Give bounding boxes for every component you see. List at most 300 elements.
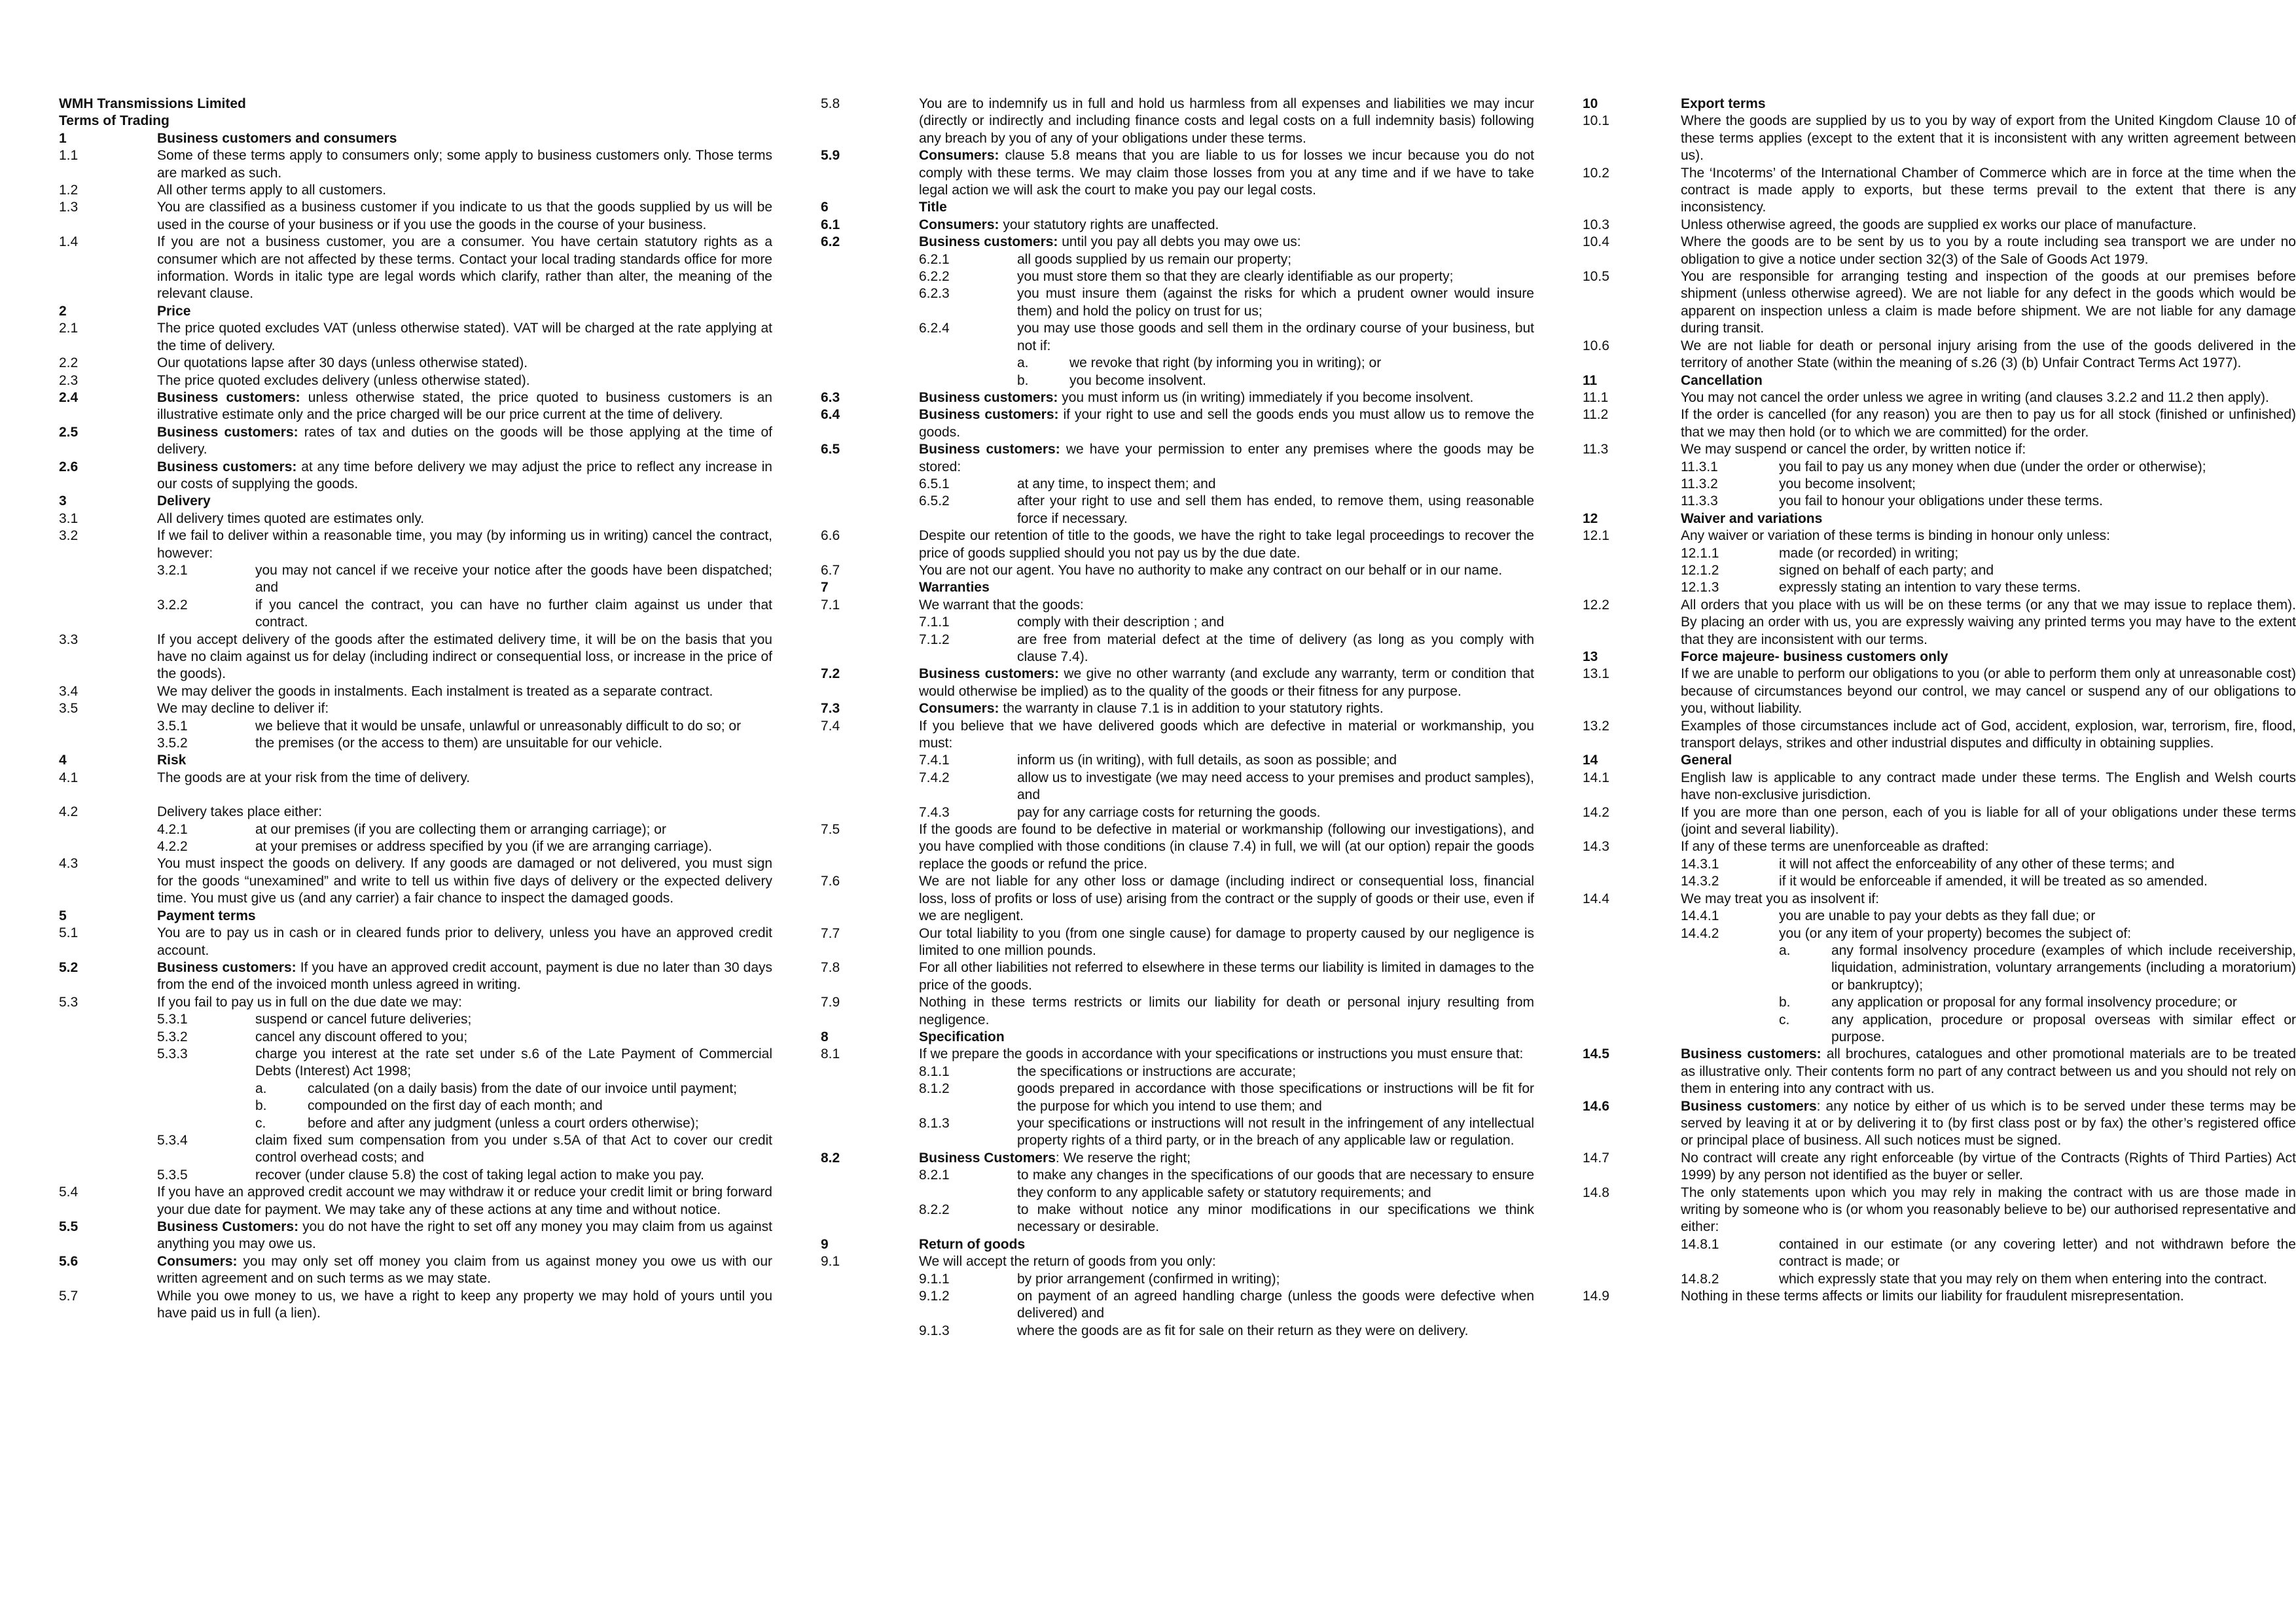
clause	[1583, 527, 2296, 544]
clause-number: 5.1	[59, 925, 79, 941]
clause-key: Business customers:	[157, 389, 300, 405]
clause-number: 14.3.2	[1681, 874, 1719, 889]
clause-number: 9.1.2	[919, 1289, 950, 1304]
clause-text: If you believe that we have delivered goods which are defective in material or workmanship, you must:	[919, 718, 1534, 751]
clause-text: where the goods are as fit for sale on their return as they were on delivery.	[1017, 1323, 1469, 1338]
clause-text: which expressly state that you may rely on them when entering into the contract.	[1779, 1271, 2267, 1287]
sub-clause	[1583, 493, 2296, 510]
clause-text: : any notice by either of us which is to be served under these terms may be served by leaving it at or by delivering it to (by first class post or by fax) the other’s registered office or principal place of business. All such notices must be signed.	[1681, 1098, 2296, 1149]
clause-number: 2.3	[59, 372, 79, 388]
clause-text: signed on behalf of each party; and	[1779, 562, 1994, 578]
column-2-clauses	[821, 96, 1534, 1340]
clause-key: Business Customers:	[157, 1219, 299, 1234]
clause-number: 11.3.2	[1681, 476, 1718, 491]
clause-number: 14.8.2	[1681, 1271, 1719, 1287]
sub-sub-clause	[821, 355, 1534, 372]
sub-clause	[821, 1288, 1534, 1323]
clause	[821, 96, 1534, 147]
clause-text: General	[1681, 753, 1732, 768]
clause-text: If you accept delivery of the goods after the estimated delivery time, it will be on the basis that you have no claim against us for delay (including indirect or consequential loss, or increase in the price of the goods).	[157, 632, 772, 682]
clause	[821, 1150, 1534, 1167]
clause-text: you may not cancel if we receive your notice after the goods have been dispatched; and	[255, 562, 772, 596]
sub-clause	[1583, 925, 2296, 942]
clause-text: we give no other warranty (and exclude any warranty, term or condition that would otherwise be implied) as to the quality of the goods or their fitness for any purpose.	[919, 666, 1534, 699]
clause-text: Export terms	[1681, 96, 1766, 111]
sub-clause	[1583, 579, 2296, 596]
clause-text: it will not affect the enforceability of any other of these terms; and	[1779, 856, 2175, 872]
clause-text: the warranty in clause 7.1 is in addition to your statutory rights.	[999, 701, 1384, 717]
clause-text: you must inform us (in writing) immediately if you become insolvent.	[1058, 389, 1474, 405]
clause-key: Business customers:	[157, 959, 296, 975]
clause-text: any application or proposal for any formal insolvency procedure; or	[1831, 995, 2237, 1010]
clause-number: 14.4.1	[1681, 908, 1719, 924]
clause-number: 5.8	[821, 96, 840, 111]
clause-text: Nothing in these terms affects or limits our liability for fraudulent misrepresentation.	[1681, 1289, 2184, 1304]
clause	[59, 372, 772, 389]
clause-text: any formal insolvency procedure (examples of which include receivership, liquidation, administration, voluntary arrangements (including a moratorium) or bankruptcy);	[1831, 942, 2296, 993]
clause-number: 1.3	[59, 200, 79, 215]
clause-text: We will accept the return of goods from you only:	[919, 1254, 1216, 1270]
clause-text: If the order is cancelled (for any reason) you are then to pay us for all stock (finished or unfinished) that we may then hold (or to which we are committed) for the order.	[1681, 407, 2296, 440]
clause-number: b.	[1017, 372, 1029, 388]
sub-clause	[821, 1323, 1534, 1340]
clause	[1583, 268, 2296, 338]
clause-text: We are not liable for death or personal injury arising from the use of the goods delivered in the territory of another State (within the meaning of s.26 (3) (b) Unfair Contract Terms Act 1977).	[1681, 338, 2296, 371]
clause-text: Force majeure- business customers only	[1681, 649, 1948, 664]
sub-clause	[1583, 1271, 2296, 1288]
clause-number: 12.1.3	[1681, 580, 1719, 596]
clause-number: 3	[59, 493, 67, 509]
sub-clause	[1583, 545, 2296, 562]
section-heading	[1583, 649, 2296, 666]
clause-key: Consumers:	[919, 701, 999, 717]
clause-text: While you owe money to us, we have a right to keep any property we may hold of yours until you have paid us in full (a lien).	[157, 1288, 772, 1321]
clause-key: Business customers	[1681, 1098, 1817, 1114]
clause	[59, 1253, 772, 1288]
clause-text: on payment of an agreed handling charge (unless the goods were defective when delivered) and	[1017, 1289, 1534, 1321]
clause-number: 2.1	[59, 321, 79, 336]
clause-number: 6.5.2	[919, 493, 950, 509]
clause	[821, 527, 1534, 562]
clause-key: Business customers:	[157, 424, 298, 440]
clause-text: You are not our agent. You have no authority to make any contract on our behalf or in our name.	[919, 562, 1503, 578]
clause-number: 5.2	[59, 959, 79, 975]
clause-text: goods prepared in accordance with those specifications or instructions will be fit for the purpose for which you intend to use them; and	[1017, 1081, 1534, 1114]
clause	[821, 959, 1534, 994]
clause	[821, 406, 1534, 441]
clause-key: Consumers:	[157, 1253, 238, 1269]
clause-number: 3.5.2	[157, 736, 188, 751]
clause-text: The price quoted excludes delivery (unless otherwise stated).	[157, 372, 530, 388]
clause-number: b.	[1779, 995, 1791, 1010]
clause-number: 6.7	[821, 562, 840, 578]
clause-number: 5	[59, 908, 67, 923]
clause-text: to make without notice any minor modifications in our specifications we think necessary or desirable.	[1017, 1202, 1534, 1235]
clause-text: The goods are at your risk from the time of delivery.	[157, 770, 471, 785]
column-3-clauses	[1583, 96, 2296, 1305]
clause-number: 7.5	[821, 822, 840, 838]
clause	[821, 718, 1534, 753]
clause-number: 6.3	[821, 389, 840, 405]
clause-number: 8.1.2	[919, 1081, 950, 1097]
clause-text: Nothing in these terms restricts or limits our liability for death or personal injury resulting from negligence.	[919, 995, 1534, 1027]
sub-clause	[821, 268, 1534, 285]
clause-number: 5.3.4	[157, 1132, 188, 1148]
clause-text: We may treat you as insolvent if:	[1681, 891, 1880, 906]
clause	[59, 459, 772, 493]
clause-text: until you pay all debts you may owe us:	[1058, 234, 1301, 250]
clause-text: If you are more than one person, each of you is liable for all of your obligations under these terms (joint and several liability).	[1681, 804, 2296, 838]
clause	[59, 424, 772, 459]
clause-text: All delivery times quoted are estimates only.	[157, 510, 425, 526]
sub-clause	[821, 1271, 1534, 1288]
clause-text: Where the goods are to be sent by us to you by a route including sea transport we are under no obligation to give a notice under section 32(3) of the Sale of Goods Act 1979.	[1681, 234, 2296, 267]
clause-number: 14.7	[1583, 1150, 1609, 1166]
sub-clause	[821, 614, 1534, 631]
clause-number: 11.3	[1583, 442, 1609, 457]
clause-text: the specifications or instructions are accurate;	[1017, 1063, 1297, 1079]
column-1	[59, 96, 772, 1322]
clause-text: : We reserve the right;	[1055, 1150, 1191, 1166]
clause-text: Examples of those circumstances include act of God, accident, explosion, war, terrorism, fire, flood, transport delays, strikes and other industrial disputes and difficulty in obtaining supplies.	[1681, 718, 2296, 751]
clause	[59, 147, 772, 182]
clause-number: 3.2.1	[157, 562, 188, 578]
sub-sub-clause	[59, 1080, 772, 1097]
clause-number: 10	[1583, 96, 1598, 111]
clause-number: 12.2	[1583, 597, 1609, 613]
clause-number: 7.1.2	[919, 632, 950, 647]
clause-text: The only statements upon which you may rely in making the contract with us are those made in writing by someone who is (or whom you reasonably believe to be) our authorised representative and either:	[1681, 1185, 2296, 1235]
clause-number: 6.4	[821, 407, 840, 423]
clause	[59, 510, 772, 527]
clause-number: 1	[59, 130, 67, 146]
clause-text: You are responsible for arranging testing and inspection of the goods at our premises before shipment (unless otherwise agreed). We are not liable for any defect in the goods which would be apparent on inspection unless a claim is made before shipment. We are not liable for any damage during transit.	[1681, 269, 2296, 336]
clause-text: We may deliver the goods in instalments. Each instalment is treated as a separate contract.	[157, 683, 713, 699]
clause-text: clause 5.8 means that you are liable to us for losses we incur because you do not comply with these terms. We may claim those losses from you at any time and if we have to take legal action we will ask the court to make you pay our legal costs.	[919, 148, 1534, 198]
clause-text: Any waiver or variation of these terms is binding in honour only unless:	[1681, 528, 2111, 544]
clause	[59, 1219, 772, 1253]
clause-number: 6.5.1	[919, 476, 950, 491]
sub-clause	[821, 1115, 1534, 1150]
clause-number: 7.4.3	[919, 804, 950, 820]
sub-sub-clause	[821, 372, 1534, 389]
clause-number: 9.1	[821, 1254, 840, 1270]
clause-number: 5.3.1	[157, 1012, 188, 1027]
clause-text: Risk	[157, 753, 187, 768]
clause-number: 6.2.2	[919, 269, 950, 285]
clause-key: Business customers:	[919, 234, 1058, 250]
sub-clause	[59, 562, 772, 597]
clause	[59, 1288, 772, 1323]
clause-number: 5.3.5	[157, 1167, 188, 1183]
sub-clause	[821, 493, 1534, 527]
clause-number: 13.2	[1583, 718, 1609, 734]
clause	[821, 562, 1534, 579]
clause	[821, 925, 1534, 960]
clause-number: 7.2	[821, 666, 840, 682]
clause-text: Warranties	[919, 580, 990, 596]
clause-number: a.	[1017, 355, 1029, 371]
clause-text: suspend or cancel future deliveries;	[255, 1012, 472, 1027]
clause-number: 6.6	[821, 528, 840, 544]
clause-text: Return of goods	[919, 1236, 1026, 1252]
clause-number: 8	[821, 1029, 829, 1044]
clause-number: a.	[1779, 942, 1791, 958]
clause	[821, 389, 1534, 406]
clause-text: at your premises or address specified by you (if we are arranging carriage).	[255, 839, 712, 855]
clause-number: 4.1	[59, 770, 79, 785]
clause-text: any application, procedure or proposal overseas with similar effect or purpose.	[1831, 1012, 2296, 1044]
sub-clause	[821, 1063, 1534, 1080]
sub-clause	[1583, 562, 2296, 579]
clause-text: We are not liable for any other loss or damage (including indirect or consequential loss, financial loss, loss of profits or loss of use) arising from the contract or the supply of goods or their use, even if we are negligent.	[919, 874, 1534, 924]
clause-text: All other terms apply to all customers.	[157, 183, 387, 198]
section-heading	[821, 199, 1534, 216]
section-heading	[59, 130, 772, 147]
sub-clause	[59, 1046, 772, 1080]
clause	[59, 632, 772, 683]
clause-number: 8.2	[821, 1150, 840, 1166]
clause-number: 3.5	[59, 701, 79, 717]
section-heading	[59, 303, 772, 320]
clause-text: compounded on the first day of each month; and	[308, 1098, 603, 1114]
clause-number: 14.8	[1583, 1185, 1609, 1200]
clause-text: English law is applicable to any contract made under these terms. The English and Welsh courts have non-exclusive jurisdiction.	[1681, 770, 2296, 803]
clause-number: 7.4.1	[919, 753, 950, 768]
section-heading	[59, 908, 772, 925]
sub-clause	[59, 1029, 772, 1046]
clause-text: all goods supplied by us remain our property;	[1017, 251, 1292, 267]
clause-text: You are to indemnify us in full and hold us harmless from all expenses and liabilities we may incur (directly or indirectly and including finance costs and legal costs on a full indemnity basis) following any breach by you of any of your obligations under these terms.	[919, 96, 1534, 146]
clause-number: 12.1	[1583, 528, 1609, 544]
sub-clause	[59, 735, 772, 752]
clause-number: 12	[1583, 510, 1598, 526]
clause-number: 1.1	[59, 148, 79, 164]
clause	[59, 683, 772, 700]
clause	[1583, 804, 2296, 839]
sub-sub-clause	[1583, 942, 2296, 994]
clause-text: you are unable to pay your debts as they fall due; or	[1779, 908, 2096, 924]
sub-clause	[1583, 873, 2296, 890]
clause-key: Business customers:	[157, 459, 297, 474]
clause-number: 5.3	[59, 994, 79, 1010]
clause-number: 8.1	[821, 1046, 840, 1062]
clause-text: We may decline to deliver if:	[157, 701, 329, 717]
clause	[1583, 1288, 2296, 1305]
clause-text: Waiver and variations	[1681, 510, 1823, 526]
clause-number: 1.4	[59, 234, 79, 250]
clause-number: 8.1.3	[919, 1115, 950, 1131]
clause-number: 14.2	[1583, 804, 1609, 820]
clause	[59, 925, 772, 959]
clause-number: 14.5	[1583, 1046, 1609, 1062]
clause-text: You must inspect the goods on delivery. If any goods are damaged or not delivered, you must sign for the goods “unexamined” and write to tell us within five days of delivery or the expected delivery time. You must give us (and any carrier) a fair chance to inspect the damaged goods.	[157, 856, 772, 906]
clause-text: If any of these terms are unenforceable as drafted:	[1681, 839, 1989, 855]
clause	[59, 527, 772, 562]
clause-number: a.	[255, 1080, 267, 1096]
clause-number: 10.1	[1583, 113, 1609, 129]
clause-text: Unless otherwise agreed, the goods are supplied ex works our place of manufacture.	[1681, 217, 2197, 232]
clause-number: 3.2.2	[157, 597, 188, 613]
clause-number: 11.1	[1583, 389, 1609, 405]
clause-text: if your right to use and sell the goods ends you must allow us to remove the goods.	[919, 407, 1534, 440]
clause	[59, 320, 772, 355]
clause-number: 10.2	[1583, 165, 1609, 181]
clause-key: Consumers:	[919, 148, 999, 164]
clause-number: 5.3.2	[157, 1029, 188, 1044]
clause-text: you may only set off money you claim from us against money you owe us with our written agreement and on such terms as we may state.	[157, 1253, 772, 1287]
clause-text: if you cancel the contract, you can have no further claim against us under that contract.	[255, 597, 772, 630]
clause-text: your statutory rights are unaffected.	[999, 217, 1219, 232]
clause-number: 13.1	[1583, 666, 1609, 682]
clause-number: 10.5	[1583, 269, 1609, 285]
clause	[59, 855, 772, 907]
sub-clause	[821, 251, 1534, 268]
clause-text: Despite our retention of title to the goods, we have the right to take legal proceedings to recover the price of goods supplied should you not pay us by the due date.	[919, 528, 1534, 561]
clause-number: 5.5	[59, 1219, 79, 1234]
clause-number: 4.2.2	[157, 839, 188, 855]
clause-number: 6.2	[821, 234, 840, 250]
clause-key: Business customers:	[919, 442, 1060, 457]
clause-number: 11.2	[1583, 407, 1609, 423]
spacer	[59, 787, 772, 804]
clause-key: Business Customers	[919, 1150, 1056, 1166]
clause-number: 8.2.1	[919, 1168, 950, 1183]
clause-text: you fail to pay us any money when due (under the order or otherwise);	[1779, 459, 2206, 474]
clause-text: we revoke that right (by informing you in writing); or	[1069, 355, 1382, 371]
clause	[821, 597, 1534, 614]
sub-clause	[821, 770, 1534, 804]
sub-clause	[1583, 476, 2296, 493]
clause-number: 5.9	[821, 148, 840, 164]
clause-text: at any time, to inspect them; and	[1017, 476, 1216, 491]
clause-number: 14.1	[1583, 770, 1609, 785]
clause-text: expressly stating an intention to vary these terms.	[1779, 580, 2081, 596]
clause-text: the premises (or the access to them) are unsuitable for our vehicle.	[255, 736, 663, 751]
sub-clause	[1583, 1236, 2296, 1271]
sub-clause	[821, 476, 1534, 493]
clause-number: 4.2.1	[157, 821, 188, 837]
clause-text: you become insolvent.	[1069, 372, 1206, 388]
clause-number: 8.2.2	[919, 1202, 950, 1217]
clause	[1583, 666, 2296, 717]
clause-number: 7.1.1	[919, 615, 950, 630]
clause-number: 2	[59, 303, 67, 319]
clause-text: We warrant that the goods:	[919, 597, 1084, 613]
clause-text: We may suspend or cancel the order, by written notice if:	[1681, 442, 2026, 457]
clause	[821, 147, 1534, 199]
clause-text: If you are not a business customer, you are a consumer. You have certain statutory rights as a consumer which are not affected by these terms. Contact your local trading standards office for more information. Words in italic type are legal words which clarify, rather than alter, the meaning of the relevant clause.	[157, 234, 772, 302]
clause-number: 6	[821, 200, 829, 215]
clause-number: c.	[1779, 1012, 1790, 1027]
clause-number: 7.1	[821, 597, 840, 613]
clause	[821, 217, 1534, 234]
section-heading	[59, 752, 772, 769]
clause	[59, 700, 772, 717]
clause	[1583, 406, 2296, 441]
clause-text: charge you interest at the rate set under s.6 of the Late Payment of Commercial Debts (Interest) Act 1998;	[255, 1046, 772, 1079]
clause	[1583, 1046, 2296, 1097]
clause-number: 7.3	[821, 701, 840, 717]
clause-number: 3.1	[59, 510, 79, 526]
clause	[1583, 338, 2296, 372]
clause-number: 10.6	[1583, 338, 1609, 353]
clause-text: you fail to honour your obligations under these terms.	[1779, 493, 2103, 509]
clause-number: 3.4	[59, 683, 79, 699]
sub-clause	[59, 718, 772, 735]
clause-text: Specification	[919, 1029, 1005, 1044]
clause-number: 4.3	[59, 856, 79, 872]
clause-number: 11	[1583, 372, 1598, 388]
sub-clause	[821, 1167, 1534, 1202]
clause-number: 5.3.3	[157, 1046, 188, 1061]
clause-number: 4	[59, 753, 67, 768]
clause-number: 8.1.1	[919, 1063, 950, 1079]
clause-text: unless otherwise stated, the price quoted to business customers is an illustrative estimate only and the price charged will be our price current at the time of delivery.	[157, 389, 772, 423]
clause-text: You are to pay us in cash or in cleared funds prior to delivery, unless you have an approved credit account.	[157, 925, 772, 958]
clause-text: If we prepare the goods in accordance with your specifications or instructions you must ensure that:	[919, 1046, 1524, 1062]
clause-key: Business customers:	[919, 666, 1059, 682]
clause-text: we believe that it would be unsafe, unlawful or unreasonably difficult to do so; or	[255, 718, 742, 734]
clause-text: Cancellation	[1681, 372, 1763, 388]
clause-number: 2.5	[59, 424, 79, 440]
document-title: Terms of Trading	[59, 113, 170, 129]
clause-text: Our quotations lapse after 30 days (unless otherwise stated).	[157, 355, 528, 371]
clause-key: Business customers:	[919, 389, 1058, 405]
clause-text: If you have an approved credit account we may withdraw it or reduce your credit limit or bring forward your due date for payment. We may take any of these actions at any time and without notice.	[157, 1185, 772, 1217]
clause	[1583, 165, 2296, 217]
clause	[1583, 770, 2296, 804]
clause	[1583, 1185, 2296, 1236]
clause-number: 9.1.1	[919, 1271, 950, 1287]
clause-number: 9.1.3	[919, 1323, 950, 1338]
clause-text: claim fixed sum compensation from you under s.5A of that Act to cover our credit control overhead costs; and	[255, 1132, 772, 1166]
clause-text: All orders that you place with us will be on these terms (or any that we may issue to replace them). By placing an order with us, you are expressly waiving any printed terms you may have to the extent that they are inconsistent with our terms.	[1681, 597, 2296, 647]
clause-text: by prior arrangement (confirmed in writing);	[1017, 1271, 1280, 1287]
clause	[1583, 1098, 2296, 1150]
clause-number: 6.2.4	[919, 321, 950, 336]
clause	[59, 234, 772, 303]
clause	[1583, 441, 2296, 458]
clause-text: Payment terms	[157, 908, 256, 923]
clause-number: 6.5	[821, 442, 840, 457]
section-heading	[1583, 372, 2296, 389]
clause	[1583, 113, 2296, 164]
clause-text: If you fail to pay us in full on the due date we may:	[157, 994, 462, 1010]
clause-text: you may use those goods and sell them in the ordinary course of your business, but not if:	[1017, 321, 1534, 353]
clause-text: cancel any discount offered to you;	[255, 1029, 468, 1044]
clause-number: 14.4	[1583, 891, 1609, 906]
clause-number: 6.1	[821, 217, 840, 232]
clause-text: you must store them so that they are clearly identifiable as our property;	[1017, 269, 1454, 285]
sub-clause	[821, 320, 1534, 355]
sub-clause	[59, 838, 772, 855]
clause	[821, 700, 1534, 717]
clause	[1583, 718, 2296, 753]
clause	[1583, 234, 2296, 268]
clause	[59, 355, 772, 372]
clause-number: 3.2	[59, 528, 79, 544]
clause-number: 7	[821, 580, 829, 596]
clause-text: your specifications or instructions will not result in the infringement of any intellectual property rights of a third party, or in the breach of any applicable law or regulation.	[1017, 1115, 1534, 1149]
clause-number: 14.3	[1583, 839, 1609, 855]
clause	[1583, 838, 2296, 855]
clause-text: Delivery takes place either:	[157, 804, 323, 820]
clause-number: 7.4.2	[919, 770, 950, 785]
clause	[821, 821, 1534, 873]
sub-clause	[821, 1202, 1534, 1236]
clause-text: if it would be enforceable if amended, it will be treated as so amended.	[1779, 874, 2208, 889]
